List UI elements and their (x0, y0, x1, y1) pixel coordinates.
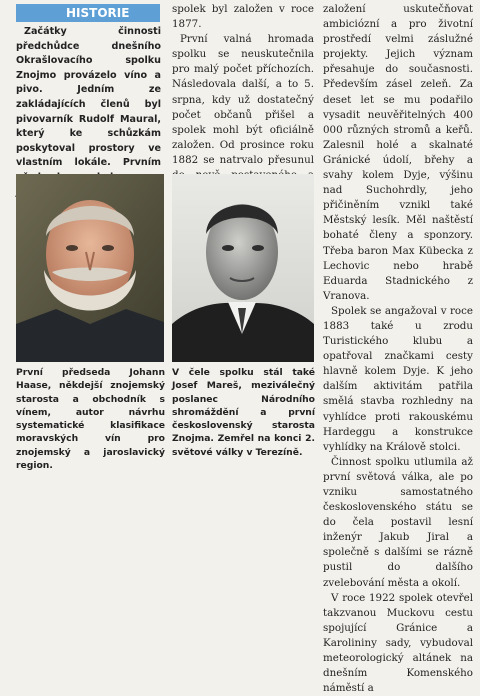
caption-mares: V čele spolku stál také Josef Mareš, meziválečný poslanec Národního shromáždění a první československý starosta Znojma. Zemřel na konci 2. světové války v Terezíně. (172, 367, 315, 458)
body-paragraph: Spolek se angažoval v roce 1883 také u zrodu Turistického klubu a opatřoval značkami cesty hlavně kolem Dyje. K jeho dalším aktivitám patřila smělá stavba rozhledny na vyhlídce proti rakouskému Hardeggu a konstrukce vyhlídky na Králově stolci. (323, 304, 473, 453)
body-paragraph: Činnost spolku utlumila až první světová válka, ale po vzniku samostatného československého státu se do čela postavil lesní inženýr Jakub Jiral a společně s dalšími se rázně pustil do dalšího zvelebování města a okolí. (323, 455, 473, 589)
body-paragraph: spolek byl založen v roce 1877. (172, 3, 314, 31)
column-3 (323, 2, 473, 696)
body-paragraph: První valná hromada spolku se neuskutečnila pro malý počet příchozích. Následovala další, a to 5. srpna, kdy už dostatečný počet občanů přišel a spolek mohl být oficiálně založen. Od prosince roku 1882 se natrvalo přesunul (172, 33, 314, 166)
portrait-josef-mares (172, 174, 314, 362)
intro-paragraph: Začátky činnosti předchůdce dnešního Okrašlovacího spolku Znojmo provázelo víno a pivo. Jedním ze zakládajících členů byl pivovarník Rudolf Maural, který ke schůzkám poskytoval prostory ve vlastním lokále. Prvním (16, 26, 161, 169)
section-label: HISTORIE (16, 4, 160, 22)
body-paragraph: založení uskutečňovat ambiciózní a pro životní prostředí velmi záslužné projekty. Jejich význam přesahuje do současnosti. Především zásel zeleň. Za deset let se mu podařilo vysadit neuvěřitelných 400 000 různých stromů a keřů. Zalesnil holé a skalnaté Gránické údolí, břehy a svahy kolem Dyje, výšinu nad Suchohrdly, jeho přičiněním vznikl také Městský lesík. Měl naštěstí bohaté členy a sponzory. Třeba baron Max Kübecka z Lechovic nebo hrabě Eduarda Stadnického z Vranova. (323, 3, 473, 302)
body-paragraph: V roce 1922 spolek otevřel takzvanou Muckovu cestu spojující Gránice a Karolininy sady, vybudoval meteorologický altánek na dnešním Komenského náměstí a (323, 591, 473, 695)
caption-haase: První předseda Johann Haase, někdejší znojemský starosta a obchodník s vínem, autor návrhu systematické klasifikace moravských vín pro znojemský a jaroslavický region. (16, 367, 165, 472)
portrait-johann-haase (16, 174, 164, 362)
